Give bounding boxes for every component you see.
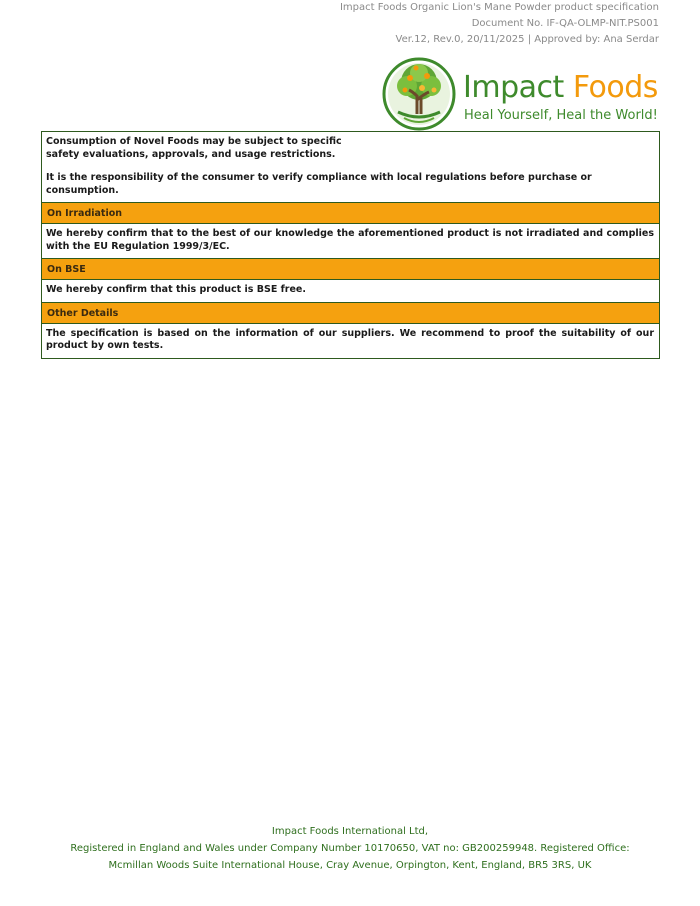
section-header-bse: On BSE [42,259,659,280]
company-logo [380,56,660,132]
header-document-number: Document No. IF-QA-OLMP-NIT.PS001 [471,18,659,29]
specification-table [41,131,660,359]
irradiation-statement: We hereby confirm that to the best of our knowledge the aforementioned product is not irradiated and complies with the EU Regulation 1999/3/EC. [42,224,659,259]
bse-statement: We hereby confirm that this product is BSE free. [42,280,659,303]
footer-address: Mcmillan Woods Suite International House, Cray Avenue, Orpington, Kent, England, BR5 3RS, UK [108,860,592,871]
tree-logo-icon [380,56,458,132]
document-header [340,0,659,48]
brand-tagline: Heal Yourself, Heal the World! [464,108,658,123]
brand-word-impact: Impact [463,70,564,105]
section-header-other-details: Other Details [42,303,659,324]
header-title: Impact Foods Organic Lion's Mane Powder product specification [339,2,659,13]
section-header-irradiation: On Irradiation [42,203,659,224]
footer-company-name: Impact Foods International Ltd, [271,826,429,837]
brand-name [463,70,658,105]
footer-registration: Registered in England and Wales under Company Number 10170650, VAT no: GB200259948. Registered Office: [70,843,630,854]
novel-foods-notice [42,132,659,203]
compliance-paragraph: It is the responsibility of the consumer to verify compliance with local regulations before purchase or consumption. [46,172,592,196]
other-details-statement: The specification is based on the information of our suppliers. We recommend to proof the suitability of our product by own tests. [46,327,654,351]
header-version: Ver.12, Rev.0, 20/11/2025 | Approved by: Ana Serdar [395,34,659,45]
brand-word-foods: Foods [572,70,658,105]
novel-foods-paragraph: Consumption of Novel Foods may be subject to specific safety evaluations, approvals, and usage restrictions. [46,136,342,160]
document-footer [0,823,700,874]
